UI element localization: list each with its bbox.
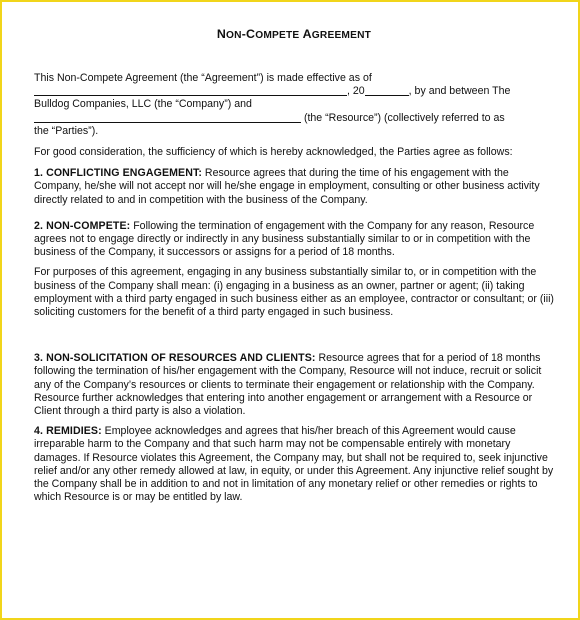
section-body: Resource agrees that during the time of his engagement with the Company, he/she will not accept nor will he/she engage in employment, consulting or other business activity directly related to and in competition with the business of the Company. [34,167,540,206]
date-blank-field[interactable] [34,85,347,96]
section-body: Following the termination of engagement with the Company for any reason, Resource agrees not to engage directly or indirectly in any business substantially similar to or in competition with the business of the Company, it successors or assigns for a period of 18 months. [34,219,535,259]
section-remedies [34,425,554,504]
section-non-solicitation [34,352,554,418]
section-heading: 3. NON-SOLICITATION OF RESOURCES AND CLIENTS: [34,352,316,365]
section-body: Employee acknowledges and agrees that his/her breach of this Agreement would cause irreparable harm to the Company and that such harm may not be compensable entirely with monetary damages. If Resource violates this Agreement, the Company may, but shall not be required to, seek injunctive relief and/or any other remedy allowed at law, in equity, or under this Agreement. Any injunctive relief sought by the Company shall be in addition to and not in limitation of any monetary relief or other remedies or rights to which Resource is or may be entitled by law. [34,425,554,504]
section-non-compete [34,220,554,260]
title-part: N [216,27,227,41]
document-title [34,28,554,44]
date-suffix-text: , by and between The [408,85,511,98]
year-blank-field[interactable] [365,85,409,96]
intro-text: This Non-Compete Agreement (the “Agreement”) is made effective as of [34,72,372,84]
company-text: Bulldog Companies, LLC (the “Company”) and [34,98,252,111]
section-heading: 4. REMIDIES: [34,425,102,438]
resource-blank-field[interactable] [34,112,301,123]
title-part: -C [241,27,256,41]
section-heading: 1. CONFLICTING ENGAGEMENT: [34,167,202,180]
title-part: GREEMENT [311,30,372,41]
section-body: Resource agrees that for a period of 18 months following the termination of his/her engagement with the Company, Resource will not induce, recruit or solicit any of the Company’s resources or clients to terminate their engagement or relationship with the Company. Resource further acknowledges that entering into another engagement or arrangement with a Resource or Client through a third party is also a violation. [34,352,542,418]
date-prefix-text: , 20 [347,85,365,98]
title-part: OMPETE [255,30,300,41]
title-part: A [299,27,312,41]
consideration-paragraph: For good consideration, the sufficiency of which is hereby acknowledged, the Parties agree as follows: [34,146,513,159]
section-conflicting-engagement [34,167,554,207]
page-bottom-fade [2,604,578,618]
resource-text: (the “Resource”) (collectively referred to as [301,111,505,124]
title-part: ON [226,30,242,41]
intro-paragraph [34,72,554,138]
parties-text: the “Parties”). [34,124,99,137]
non-compete-definition: For purposes of this agreement, engaging in any business substantially similar to, or in competition with the business of the Company shall mean: (i) engaging in a business as an owner, partner or agent; (ii) taking employment with a third party engaged in such business either as an employee, contractor or consultant; or (iii) soliciting customers for the benefit of a third party engaged in such business. [34,266,554,319]
agreement-document [34,28,554,504]
section-heading: 2. NON-COMPETE: [34,219,131,232]
